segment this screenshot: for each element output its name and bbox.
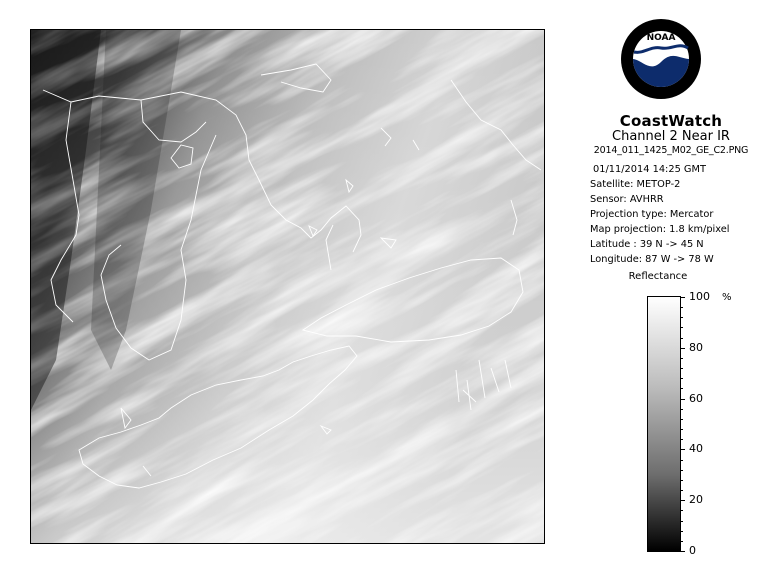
colorbar-minor-tick bbox=[680, 338, 683, 339]
colorbar-tick-label: 40 bbox=[689, 442, 703, 456]
satellite-label: Satellite: METOP-2 bbox=[590, 179, 681, 190]
colorbar-minor-tick bbox=[680, 327, 683, 328]
channel-label: Channel 2 Near IR bbox=[612, 129, 730, 144]
info-panel bbox=[566, 113, 776, 158]
colorbar-tick bbox=[680, 500, 685, 501]
colorbar-minor-tick bbox=[680, 521, 683, 522]
colorbar-tick-label: 80 bbox=[689, 340, 703, 354]
colorbar-tick-label: 0 bbox=[689, 544, 696, 557]
latitude-label: Latitude : 39 N -> 45 N bbox=[590, 239, 704, 250]
logo-text: NOAA bbox=[646, 33, 676, 43]
colorbar-title: Reflectance bbox=[628, 271, 688, 282]
colorbar bbox=[647, 296, 681, 552]
colorbar-tick bbox=[680, 449, 685, 450]
colorbar-unit: % bbox=[722, 292, 732, 303]
sensor-label: Sensor: AVHRR bbox=[590, 194, 664, 205]
colorbar-minor-tick bbox=[680, 480, 683, 481]
metadata-list bbox=[590, 162, 730, 267]
colorbar-minor-tick bbox=[680, 419, 683, 420]
colorbar-minor-tick bbox=[680, 531, 683, 532]
colorbar-minor-tick bbox=[680, 429, 683, 430]
map-projection-label: Map projection: 1.8 km/pixel bbox=[590, 224, 730, 235]
noaa-logo bbox=[620, 18, 702, 100]
satellite-image-svg bbox=[31, 30, 544, 543]
colorbar-minor-tick bbox=[680, 409, 683, 410]
colorbar-minor-tick bbox=[680, 460, 683, 461]
colorbar-minor-tick bbox=[680, 378, 683, 379]
filename-label: 2014_011_1425_M02_GE_C2.PNG bbox=[593, 145, 749, 156]
longitude-label: Longitude: 87 W -> 78 W bbox=[590, 254, 714, 265]
colorbar-minor-tick bbox=[680, 358, 683, 359]
brand-title: CoastWatch bbox=[619, 112, 723, 130]
colorbar-minor-tick bbox=[680, 317, 683, 318]
satellite-image bbox=[30, 29, 545, 544]
colorbar-minor-tick bbox=[680, 439, 683, 440]
colorbar-tick bbox=[680, 348, 685, 349]
projection-type-label: Projection type: Mercator bbox=[590, 209, 714, 220]
colorbar-tick-label: 100 bbox=[689, 290, 710, 303]
colorbar-tick bbox=[680, 399, 685, 400]
colorbar-minor-tick bbox=[680, 368, 683, 369]
colorbar-minor-tick bbox=[680, 388, 683, 389]
colorbar-minor-tick bbox=[680, 541, 683, 542]
datetime-label: 01/11/2014 14:25 GMT bbox=[593, 164, 706, 175]
colorbar-minor-tick bbox=[680, 307, 683, 308]
colorbar-tick-label: 60 bbox=[689, 391, 703, 405]
colorbar-minor-tick bbox=[680, 470, 683, 471]
colorbar-tick bbox=[680, 551, 685, 552]
colorbar-minor-tick bbox=[680, 490, 683, 491]
colorbar-tick-label: 20 bbox=[689, 493, 703, 507]
colorbar-ticks bbox=[680, 290, 740, 557]
colorbar-minor-tick bbox=[680, 510, 683, 511]
colorbar-tick bbox=[680, 297, 685, 298]
